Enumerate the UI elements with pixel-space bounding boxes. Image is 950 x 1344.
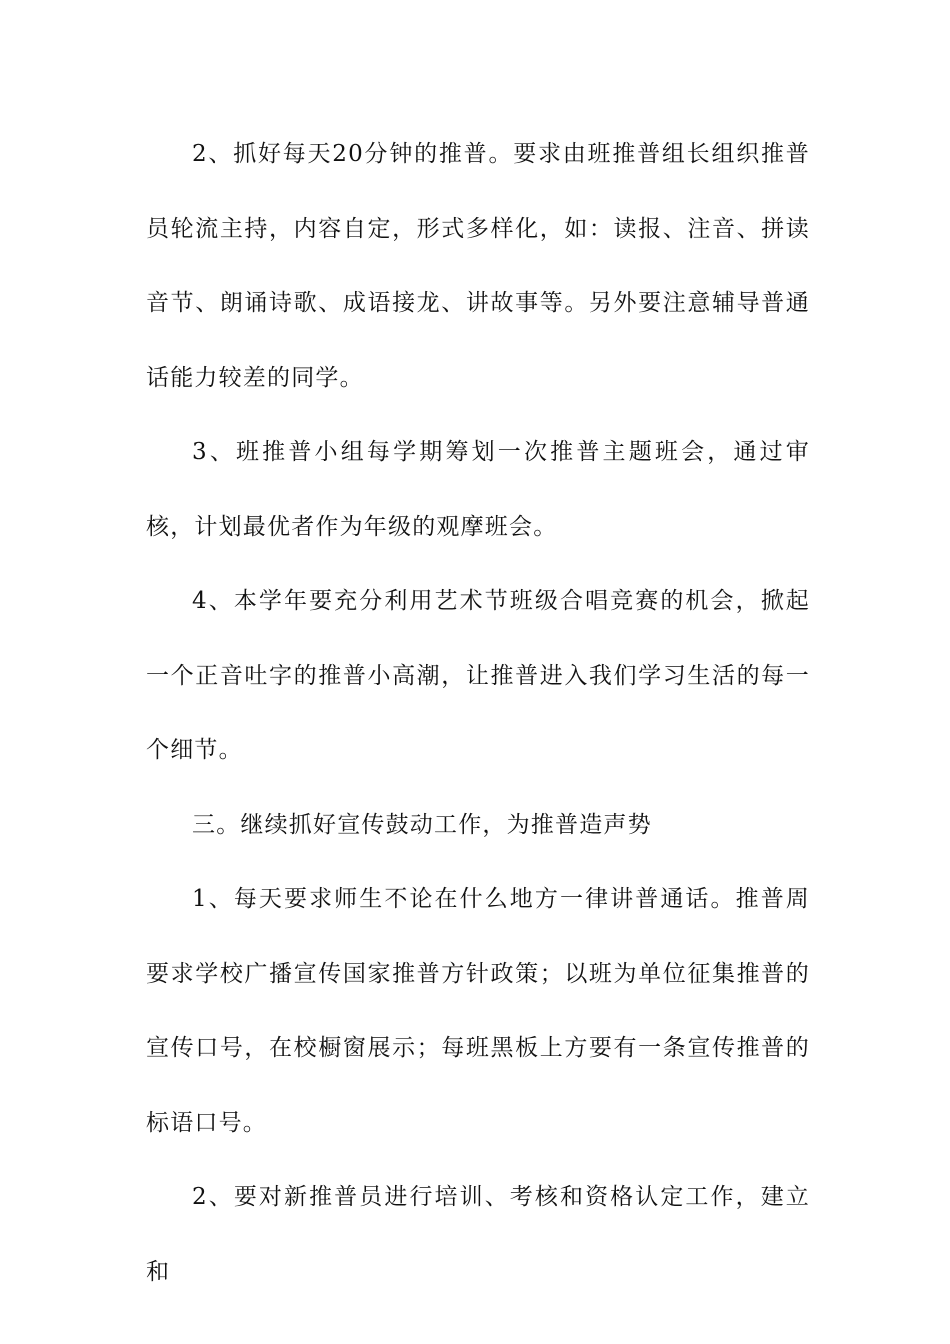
paragraph-item-4-art-festival: 4、本学年要充分利用艺术节班级合唱竞赛的机会，掀起一个正音吐字的推普小高潮，让推普进入我们学习生活的每一个细节。: [146, 588, 810, 763]
paragraph-item-2-daily-practice: 2、抓好每天20分钟的推普。要求由班推普组长组织推普员轮流主持，内容自定，形式多样化，如：读报、注音、拼读音节、朗诵诗歌、成语接龙、讲故事等。另外要注意辅导普通话能力较差的同学。: [146, 141, 810, 391]
document-body: [146, 117, 810, 1309]
paragraph-item-1-publicity: 1、每天要求师生不论在什么地方一律讲普通话。推普周要求学校广播宣传国家推普方针政策；以班为单位征集推普的宣传口号，在校橱窗展示；每班黑板上方要有一条宣传推普的标语口号。: [146, 886, 810, 1136]
section-heading-three: 三。继续抓好宣传鼓动工作，为推普造声势: [192, 811, 652, 838]
paragraph-item-2-training: 2、要对新推普员进行培训、考核和资格认定工作，建立和: [146, 1184, 810, 1285]
paragraph-item-3-class-meeting: 3、班推普小组每学期筹划一次推普主题班会，通过审核，计划最优者作为年级的观摩班会。: [146, 439, 810, 540]
